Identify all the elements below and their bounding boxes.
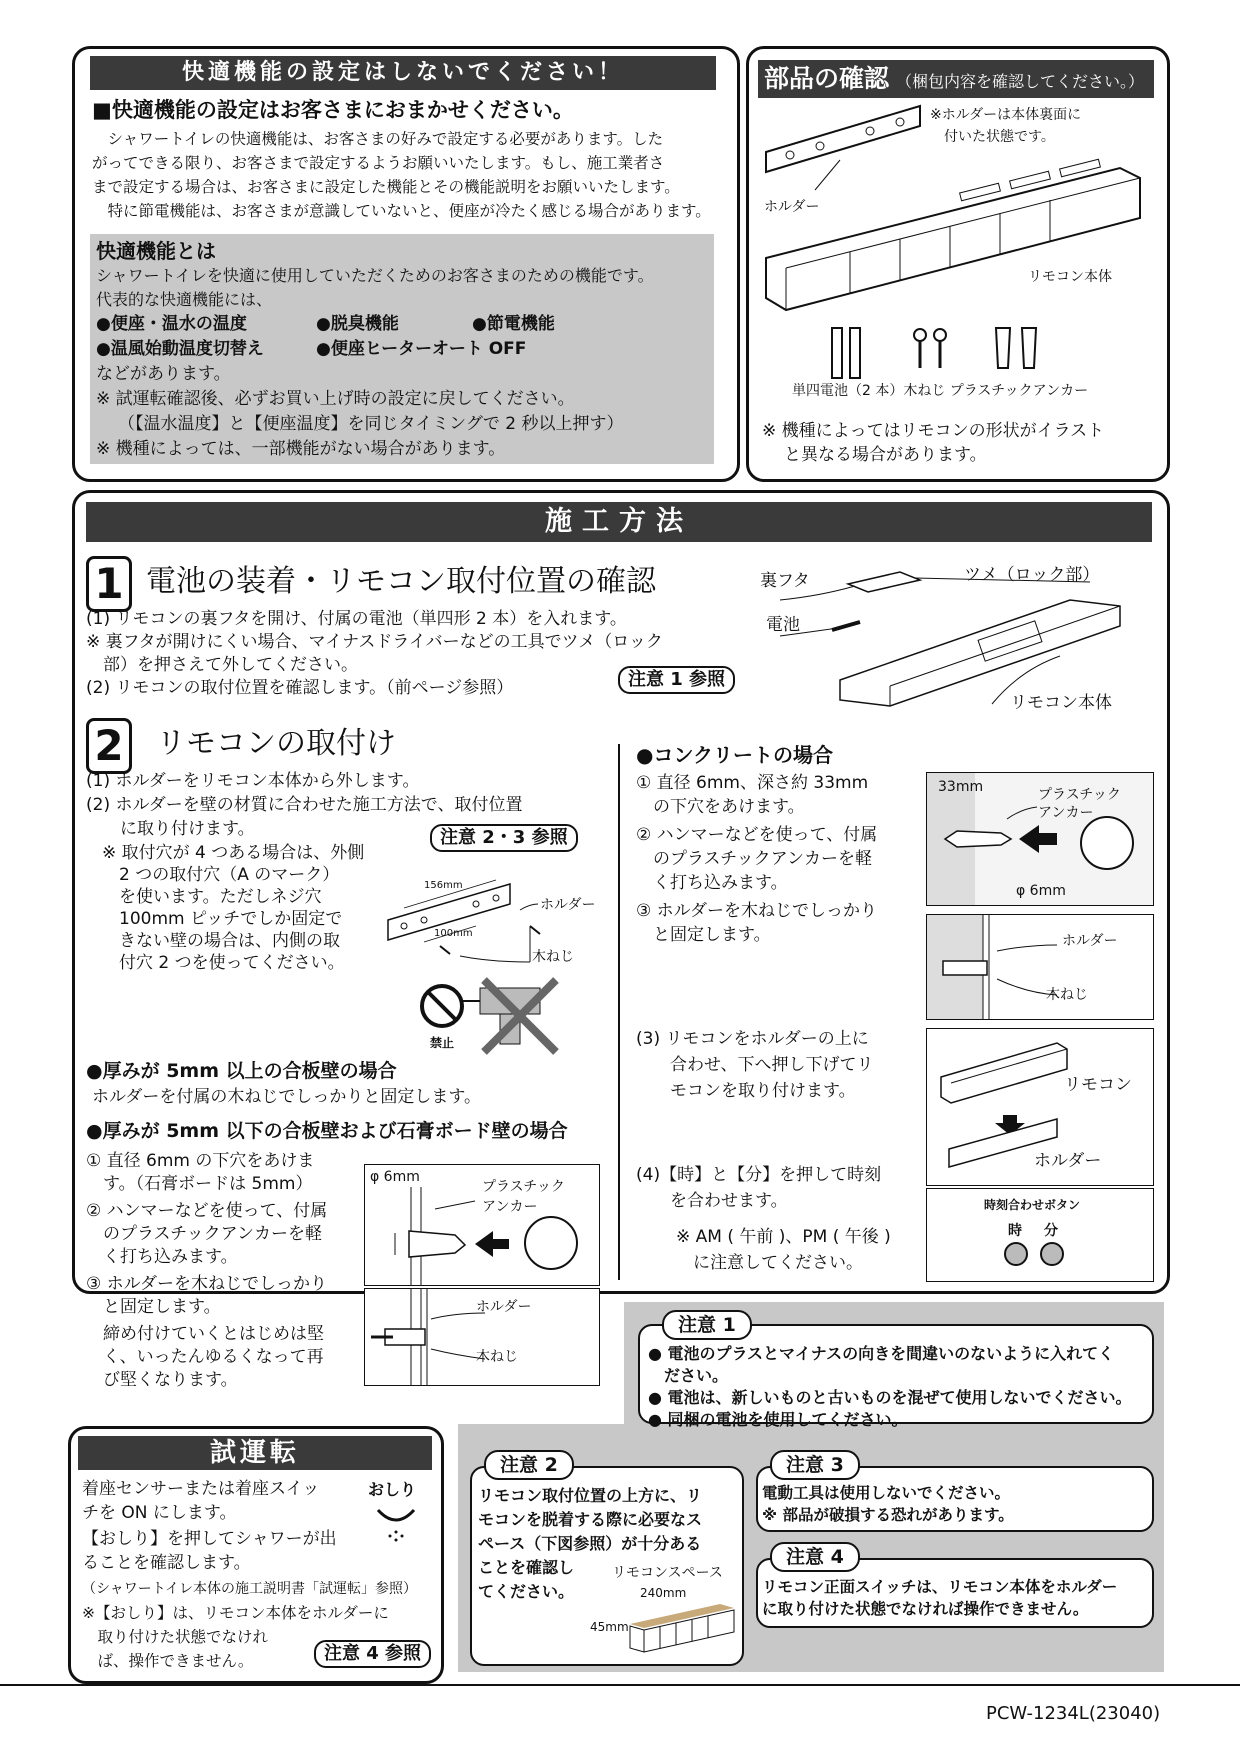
step2-note-5: きない壁の場合は、内側の取: [102, 931, 340, 951]
thin-fig-screw: 木ねじ: [476, 1349, 518, 1365]
fig-holder-label: ホルダー: [540, 897, 596, 913]
hour-label: 時: [1008, 1223, 1022, 1239]
install-bar-title: 施工方法: [86, 502, 1152, 542]
caution1-line-4: ● 同梱の電池を使用してください。: [648, 1410, 908, 1429]
step1-ref: 注意 1 参照: [618, 666, 735, 694]
caution4-line-1: リモコン正面スイッチは、リモコン本体をホルダー: [762, 1578, 1118, 1596]
mount-fig-holder: ホルダー: [1034, 1151, 1102, 1171]
step2-line-3: に取り付けます。: [86, 819, 255, 839]
caution2-tag: 注意 2: [484, 1450, 574, 1480]
step1-title: 電池の装着・リモコン取付位置の確認: [146, 564, 656, 599]
concrete-line-7: と固定します。: [636, 925, 771, 945]
thin-line-6: ③ ホルダーを木ねじでしっかり: [86, 1274, 327, 1294]
thin-line-7: と固定します。: [86, 1297, 221, 1317]
caution1-line-2: ださい。: [648, 1366, 729, 1385]
minute-label: 分: [1044, 1223, 1058, 1239]
comfort-body-1: シャワートイレの快適機能は、お客さまの好みで設定する必要があります。した: [92, 130, 664, 148]
step2-title: リモコンの取付け: [156, 726, 396, 761]
fig1-battery-label: 電池: [766, 615, 800, 635]
thin-title: ●厚みが 5mm 以下の合板壁および石膏ボード壁の場合: [86, 1120, 568, 1142]
concrete-fig-anchor-1: プラスチック: [1038, 787, 1121, 803]
thin-line-2: す。（石膏ボードは 5mm）: [86, 1174, 313, 1194]
fig-screw-label: 木ねじ: [532, 949, 574, 965]
comfort-note-1b: （【温水温度】と【便座温度】を同じタイミングで 2 秒以上押す）: [118, 414, 624, 434]
concrete-fig-33: 33mm: [938, 779, 984, 795]
concrete-line-1: ① 直径 6mm、深さ約 33mm: [636, 773, 869, 793]
caution3-line-1: 電動工具は使用しないでください。: [762, 1484, 1011, 1502]
step3-line-1: (3) リモコンをホルダーの上に: [636, 1029, 869, 1049]
trial-title: 試運転: [78, 1436, 432, 1470]
step2-note-2: 2 つの取付穴（A のマーク）: [102, 865, 340, 885]
thin-line-1: ① 直径 6mm の下穴をあけま: [86, 1151, 315, 1171]
fig1-remote-label: リモコン本体: [1010, 693, 1112, 713]
caution2-line-2: モコンを脱着する際に必要なス: [478, 1510, 703, 1529]
caution2-line-3: ペース（下図参照）が十分ある: [478, 1534, 702, 1553]
comfort-what-line-1: シャワートイレを快適に使用していただくためのお客さまのための機能です。: [96, 266, 654, 285]
feature-5: ●便座ヒーターオート OFF: [316, 339, 527, 359]
caution1-tag: 注意 1: [662, 1310, 752, 1340]
trial-line-7: 取り付けた状態でなけれ: [82, 1628, 269, 1646]
step2-note-3: を使います。ただしネジ穴: [102, 887, 322, 907]
concrete-fig-holder: ホルダー: [1062, 933, 1118, 949]
trial-line-5: （シャワートイレ本体の施工説明書「試運転」参照）: [82, 1581, 418, 1597]
step4-line-1: (4)【時】と【分】を押して時刻: [636, 1165, 882, 1185]
step4-note-1: ※ AM ( 午前 )、PM ( 午後 ): [676, 1227, 891, 1247]
comfort-body-4: 特に節電機能は、お客さまが意識していないと、便座が冷たく感じる場合があります。: [92, 202, 711, 220]
concrete-line-3: ② ハンマーなどを使って、付属: [636, 825, 878, 845]
parts-holder-note-1: ※ホルダーは本体裏面に: [930, 107, 1082, 123]
caution3-line-2: ※ 部品が破損する恐れがあります。: [762, 1506, 1014, 1524]
concrete-fig-phi6: φ 6mm: [1016, 883, 1066, 899]
step2-line-2: (2) ホルダーを壁の材質に合わせた施工方法で、取付位置: [86, 795, 523, 815]
hour-button[interactable]: [1004, 1242, 1028, 1266]
comfort-note-2: ※ 機種によっては、一部機能がない場合があります。: [96, 439, 506, 459]
comfort-bar-title: 快適機能の設定はしないでください！: [90, 56, 716, 90]
concrete-line-2: の下穴をあけます。: [636, 797, 805, 817]
caution2-height: 45mm: [590, 1620, 629, 1634]
thin-line-9: く、いったんゆるくなって再: [86, 1347, 324, 1367]
step2-note-6: 付穴 2 つを使ってください。: [102, 953, 345, 973]
thin-line-5: く打ち込みます。: [86, 1247, 238, 1267]
step2-ref: 注意 2・3 参照: [430, 824, 578, 852]
caution2-width: 240mm: [640, 1586, 687, 1600]
concrete-line-5: く打ち込みます。: [636, 873, 788, 893]
feature-1: ●便座・温水の温度: [96, 314, 247, 334]
comfort-what-title: 快適機能とは: [96, 239, 216, 263]
caution4-tag: 注意 4: [770, 1542, 860, 1572]
thin-fig-anchor-2: アンカー: [482, 1199, 538, 1215]
feature-3: ●節電機能: [472, 314, 555, 334]
step2-line-1: (1) ホルダーをリモコン本体から外します。: [86, 771, 420, 791]
comfort-heading: ■快適機能の設定はお客さまにおまかせください。: [92, 98, 574, 122]
comfort-body-2: がってできる限り、お客さまで設定するようお願いいたします。もし、施工業者さ: [92, 154, 665, 172]
column-divider: [618, 744, 620, 1280]
trial-line-4: ることを確認します。: [82, 1553, 251, 1573]
caution2-line-1: リモコン取付位置の上方に、リ: [478, 1486, 703, 1505]
thin-line-4: のプラスチックアンカーを軽: [86, 1224, 322, 1244]
fig1-cover-label: 裏フタ: [760, 571, 810, 591]
trial-ref: 注意 4 参照: [314, 1640, 431, 1668]
trial-line-1: 着座センサーまたは着座スイッ: [82, 1479, 320, 1499]
step1-line-4: (2) リモコンの取付位置を確認します。（前ページ参照）: [86, 678, 514, 698]
comfort-note-1: ※ 試運転確認後、必ずお買い上げ時の設定に戻してください。: [96, 389, 575, 409]
minute-button[interactable]: [1040, 1242, 1064, 1266]
comfort-what-line-2: 代表的な快適機能には、: [96, 290, 273, 309]
step3-line-3: モコンを取り付けます。: [636, 1081, 856, 1101]
thin-fig-anchor-1: プラスチック: [482, 1179, 565, 1195]
feature-2: ●脱臭機能: [316, 314, 399, 334]
concrete-fig-screw: 木ねじ: [1046, 987, 1088, 1003]
caution2-line-5: てください。: [478, 1582, 575, 1601]
thin-fig-phi6: φ 6mm: [370, 1169, 420, 1185]
comfort-after: などがあります。: [96, 364, 231, 384]
oshiri-icon: [374, 1504, 418, 1544]
thick-title: ●厚みが 5mm 以上の合板壁の場合: [86, 1060, 397, 1082]
concrete-title: ●コンクリートの場合: [636, 743, 834, 767]
mount-fig-remocon: リモコン: [1064, 1075, 1132, 1095]
trial-line-6: ※【おしり】は、リモコン本体をホルダーに: [82, 1604, 389, 1622]
caution4-line-2: に取り付けた状態でなければ操作できません。: [762, 1600, 1089, 1618]
feature-4: ●温風始動温度切替え: [96, 339, 264, 359]
step4-line-2: を合わせます。: [636, 1191, 788, 1211]
step1-line-3: 部）を押さえて外してください。: [86, 655, 358, 675]
remote-space-illustration: [620, 1596, 740, 1656]
trial-line-3: 【おしり】を押してシャワーが出: [82, 1529, 337, 1549]
parts-subtitle: （梱包内容を確認してください。）: [896, 72, 1145, 91]
concrete-figure-2: [926, 914, 1154, 1020]
footer-code: PCW-1234L(23040): [986, 1703, 1161, 1724]
step1-line-2: ※ 裏フタが開けにくい場合、マイナスドライバーなどの工具でツメ（ロック: [86, 632, 663, 652]
caution1-line-3: ● 電池は、新しいものと古いものを混ぜて使用しないでください。: [648, 1388, 1132, 1407]
footer-rule: [0, 1684, 1240, 1686]
step3-line-2: 合わせ、下へ押し下げてリ: [636, 1055, 874, 1075]
parts-holder-note-2: 付いた状態です。: [944, 129, 1055, 145]
parts-note-1: ※ 機種によってはリモコンの形状がイラスト: [762, 421, 1105, 441]
step2-note-4: 100mm ピッチでしか固定で: [102, 909, 343, 929]
parts-title: 部品の確認: [764, 64, 890, 93]
concrete-line-4: のプラスチックアンカーを軽: [636, 849, 872, 869]
step4-note-2: に注意してください。: [676, 1253, 863, 1273]
fig-dim-100: 100mm: [434, 928, 473, 939]
fig1-claw-label: ツメ（ロック部）: [964, 565, 1100, 585]
concrete-line-6: ③ ホルダーを木ねじでしっかり: [636, 901, 877, 921]
thin-fig-holder: ホルダー: [476, 1299, 532, 1315]
parts-note-2: と異なる場合があります。: [784, 445, 987, 465]
thick-body: ホルダーを付属の木ねじでしっかりと固定します。: [92, 1087, 481, 1107]
caution1-line-1: ● 電池のプラスとマイナスの向きを間違いのないように入れてく: [648, 1344, 1115, 1363]
step1-number: 1: [86, 556, 132, 612]
oshiri-label: おしり: [368, 1480, 417, 1499]
thin-line-8: 締め付けていくとはじめは堅: [86, 1324, 324, 1344]
step2-number: 2: [86, 718, 132, 774]
caution2-space-label: リモコンスペース: [612, 1565, 723, 1581]
time-buttons-title: 時刻合わせボタン: [984, 1198, 1081, 1212]
parts-items-label: 単四電池（2 本）木ねじ プラスチックアンカー: [792, 383, 1089, 399]
comfort-body-3: まで設定する場合は、お客さまに設定した機能とその機能説明をお願いいたします。: [92, 178, 680, 196]
fig-dim-156: 156mm: [424, 880, 463, 891]
caution2-line-4: ことを確認し: [478, 1558, 575, 1577]
trial-line-2: チを ON にします。: [82, 1503, 237, 1523]
thin-line-10: び堅くなります。: [86, 1370, 238, 1390]
parts-remote-label: リモコン本体: [1028, 269, 1112, 285]
concrete-fig-anchor-2: アンカー: [1038, 805, 1094, 821]
caution3-tag: 注意 3: [770, 1450, 860, 1480]
parts-illustration: [760, 100, 1160, 390]
step2-note-1: ※ 取付穴が 4 つある場合は、外側: [102, 843, 365, 863]
prohibit-label: 禁止: [430, 1036, 455, 1050]
step1-line-1: (1) リモコンの裏フタを開け、付属の電池（単四形 2 本）を入れます。: [86, 609, 627, 629]
parts-holder-label: ホルダー: [764, 199, 820, 215]
trial-line-8: ば、操作できません。: [82, 1652, 254, 1670]
thin-line-3: ② ハンマーなどを使って、付属: [86, 1201, 328, 1221]
